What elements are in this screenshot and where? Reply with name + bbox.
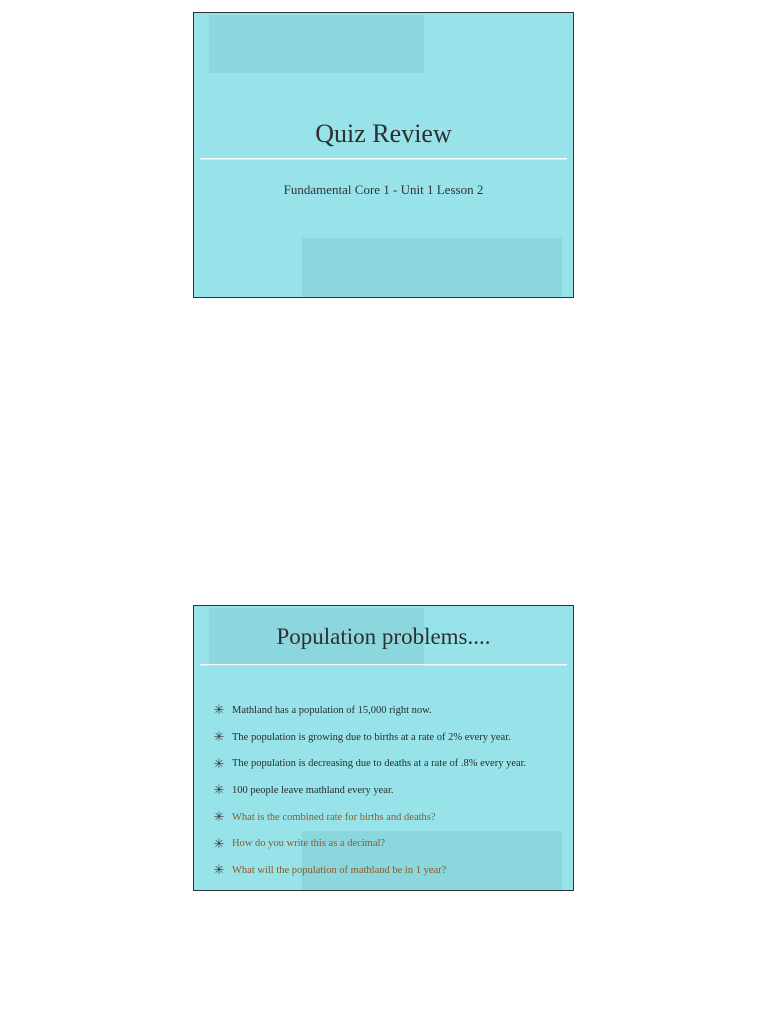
slide-title: Quiz Review	[315, 119, 452, 148]
list-item-text: What is the combined rate for births and deaths?	[232, 811, 436, 823]
list-item	[212, 857, 563, 884]
asterisk-icon: ✳	[213, 702, 225, 718]
divider-line	[200, 664, 567, 665]
list-item	[212, 830, 563, 857]
asterisk-icon: ✳	[213, 862, 225, 878]
list-item	[212, 750, 563, 777]
list-item-text: How do you write this as a decimal?	[232, 838, 386, 850]
list-item-text: The population is growing due to births at a rate of 2% every year.	[232, 731, 511, 743]
asterisk-icon: ✳	[213, 755, 225, 771]
tape-decoration	[302, 238, 562, 298]
slide-subtitle: Fundamental Core 1 - Unit 1 Lesson 2	[283, 182, 484, 197]
slide-title: Population problems....	[276, 624, 491, 649]
asterisk-icon: ✳	[213, 782, 225, 798]
list-item	[212, 724, 563, 751]
tape-decoration	[209, 15, 424, 73]
list-item-text: Mathland has a population of 15,000 right now.	[232, 704, 432, 716]
list-item-text: What will the population of mathland be in 1 year?	[232, 864, 447, 876]
asterisk-icon: ✳	[213, 729, 225, 745]
list-item	[212, 697, 563, 724]
slide-population-problems	[193, 605, 574, 891]
asterisk-icon: ✳	[213, 809, 225, 825]
bullet-list	[212, 697, 563, 884]
asterisk-icon: ✳	[213, 835, 225, 851]
divider-line	[200, 158, 567, 159]
list-item-text: 100 people leave mathland every year.	[232, 784, 394, 796]
slide-quiz-review	[193, 12, 574, 298]
list-item	[212, 804, 563, 831]
list-item-text: The population is decreasing due to deaths at a rate of .8% every year.	[232, 758, 527, 770]
list-item	[212, 777, 563, 804]
